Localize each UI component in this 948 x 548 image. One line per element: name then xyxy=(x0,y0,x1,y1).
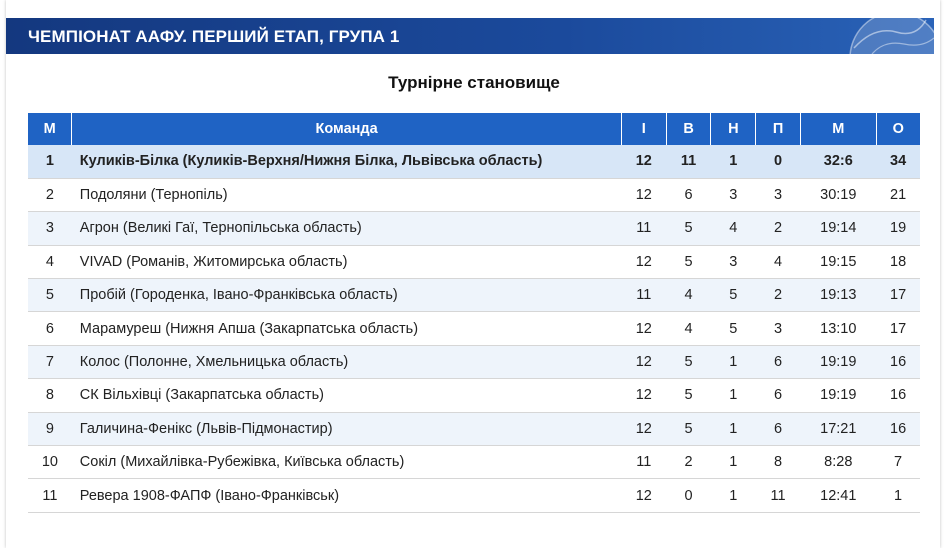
cell-team: Подоляни (Тернопіль) xyxy=(72,178,622,211)
cell-points: 34 xyxy=(876,145,920,178)
col-header-points: О xyxy=(876,113,920,145)
cell-position: 11 xyxy=(28,479,72,512)
cell-team: Куликів-Білка (Куликів-Верхня/Нижня Білка, Львівська область) xyxy=(72,145,622,178)
standings-subtitle: Турнірне становище xyxy=(388,73,560,92)
cell-played: 11 xyxy=(621,446,666,479)
table-row xyxy=(28,245,920,278)
cell-goals: 30:19 xyxy=(800,178,876,211)
cell-points: 16 xyxy=(876,412,920,445)
cell-points: 16 xyxy=(876,345,920,378)
cell-goals: 19:19 xyxy=(800,379,876,412)
cell-losses: 6 xyxy=(756,412,801,445)
cell-points: 18 xyxy=(876,245,920,278)
cell-goals: 17:21 xyxy=(800,412,876,445)
cell-wins: 5 xyxy=(666,412,711,445)
table-row xyxy=(28,446,920,479)
col-header-draws: Н xyxy=(711,113,756,145)
cell-wins: 5 xyxy=(666,212,711,245)
cell-played: 12 xyxy=(621,412,666,445)
cell-draws: 1 xyxy=(711,145,756,178)
cell-team: Агрон (Великі Гаї, Тернопільська область) xyxy=(72,212,622,245)
cell-losses: 0 xyxy=(756,145,801,178)
cell-goals: 12:41 xyxy=(800,479,876,512)
cell-goals: 32:6 xyxy=(800,145,876,178)
cell-losses: 4 xyxy=(756,245,801,278)
cell-played: 12 xyxy=(621,245,666,278)
cell-wins: 6 xyxy=(666,178,711,211)
cell-points: 1 xyxy=(876,479,920,512)
cell-draws: 1 xyxy=(711,412,756,445)
cell-points: 16 xyxy=(876,379,920,412)
cell-goals: 13:10 xyxy=(800,312,876,345)
cell-position: 9 xyxy=(28,412,72,445)
table-row xyxy=(28,379,920,412)
cell-position: 4 xyxy=(28,245,72,278)
cell-points: 17 xyxy=(876,279,920,312)
cell-played: 12 xyxy=(621,479,666,512)
cell-losses: 2 xyxy=(756,212,801,245)
cell-wins: 11 xyxy=(666,145,711,178)
cell-team: Колос (Полонне, Хмельницька область) xyxy=(72,345,622,378)
cell-played: 12 xyxy=(621,345,666,378)
cell-points: 21 xyxy=(876,178,920,211)
cell-position: 7 xyxy=(28,345,72,378)
cell-losses: 8 xyxy=(756,446,801,479)
cell-team: Пробій (Городенка, Івано-Франківська область) xyxy=(72,279,622,312)
cell-points: 7 xyxy=(876,446,920,479)
cell-team: СК Вільхівці (Закарпатська область) xyxy=(72,379,622,412)
cell-position: 2 xyxy=(28,178,72,211)
cell-losses: 11 xyxy=(756,479,801,512)
cell-team: Ревера 1908-ФАПФ (Івано-Франківськ) xyxy=(72,479,622,512)
cell-draws: 5 xyxy=(711,312,756,345)
table-row xyxy=(28,345,920,378)
col-header-losses: П xyxy=(756,113,801,145)
cell-losses: 3 xyxy=(756,178,801,211)
cell-team: Галичина-Фенікс (Львів-Підмонастир) xyxy=(72,412,622,445)
cell-wins: 4 xyxy=(666,312,711,345)
cell-draws: 1 xyxy=(711,446,756,479)
cell-losses: 2 xyxy=(756,279,801,312)
table-row xyxy=(28,412,920,445)
cell-goals: 19:15 xyxy=(800,245,876,278)
cell-draws: 1 xyxy=(711,345,756,378)
cell-draws: 1 xyxy=(711,479,756,512)
cell-team: Сокіл (Михайлівка-Рубежівка, Київська область) xyxy=(72,446,622,479)
col-header-played: І xyxy=(621,113,666,145)
cell-draws: 5 xyxy=(711,279,756,312)
cell-played: 11 xyxy=(621,212,666,245)
cell-played: 12 xyxy=(621,178,666,211)
cell-played: 12 xyxy=(621,312,666,345)
title-banner xyxy=(6,18,934,54)
table-row xyxy=(28,479,920,512)
cell-position: 8 xyxy=(28,379,72,412)
cell-played: 12 xyxy=(621,145,666,178)
cell-position: 10 xyxy=(28,446,72,479)
cell-played: 12 xyxy=(621,379,666,412)
cell-team: VIVAD (Романів, Житомирська область) xyxy=(72,245,622,278)
cell-position: 3 xyxy=(28,212,72,245)
cell-wins: 2 xyxy=(666,446,711,479)
col-header-team: Команда xyxy=(72,113,622,145)
table-row xyxy=(28,145,920,178)
cell-draws: 1 xyxy=(711,379,756,412)
cell-losses: 6 xyxy=(756,345,801,378)
standings-table xyxy=(28,113,920,513)
table-row xyxy=(28,178,920,211)
cell-position: 5 xyxy=(28,279,72,312)
cell-goals: 19:14 xyxy=(800,212,876,245)
cell-points: 17 xyxy=(876,312,920,345)
cell-wins: 5 xyxy=(666,245,711,278)
table-row xyxy=(28,212,920,245)
cell-position: 6 xyxy=(28,312,72,345)
soccer-ball-icon xyxy=(814,18,934,54)
cell-draws: 4 xyxy=(711,212,756,245)
col-header-position: М xyxy=(28,113,72,145)
cell-losses: 3 xyxy=(756,312,801,345)
cell-draws: 3 xyxy=(711,178,756,211)
cell-goals: 19:19 xyxy=(800,345,876,378)
cell-points: 19 xyxy=(876,212,920,245)
cell-losses: 6 xyxy=(756,379,801,412)
cell-wins: 4 xyxy=(666,279,711,312)
col-header-wins: В xyxy=(666,113,711,145)
cell-draws: 3 xyxy=(711,245,756,278)
cell-team: Марамуреш (Нижня Апша (Закарпатська область) xyxy=(72,312,622,345)
table-row xyxy=(28,279,920,312)
col-header-goals: М xyxy=(800,113,876,145)
cell-position: 1 xyxy=(28,145,72,178)
cell-played: 11 xyxy=(621,279,666,312)
banner-title: ЧЕМПІОНАТ ААФУ. ПЕРШИЙ ЕТАП, ГРУПА 1 xyxy=(28,27,400,46)
cell-wins: 5 xyxy=(666,345,711,378)
table-row xyxy=(28,312,920,345)
table-header-row xyxy=(28,113,920,145)
cell-goals: 19:13 xyxy=(800,279,876,312)
cell-wins: 0 xyxy=(666,479,711,512)
cell-goals: 8:28 xyxy=(800,446,876,479)
cell-wins: 5 xyxy=(666,379,711,412)
